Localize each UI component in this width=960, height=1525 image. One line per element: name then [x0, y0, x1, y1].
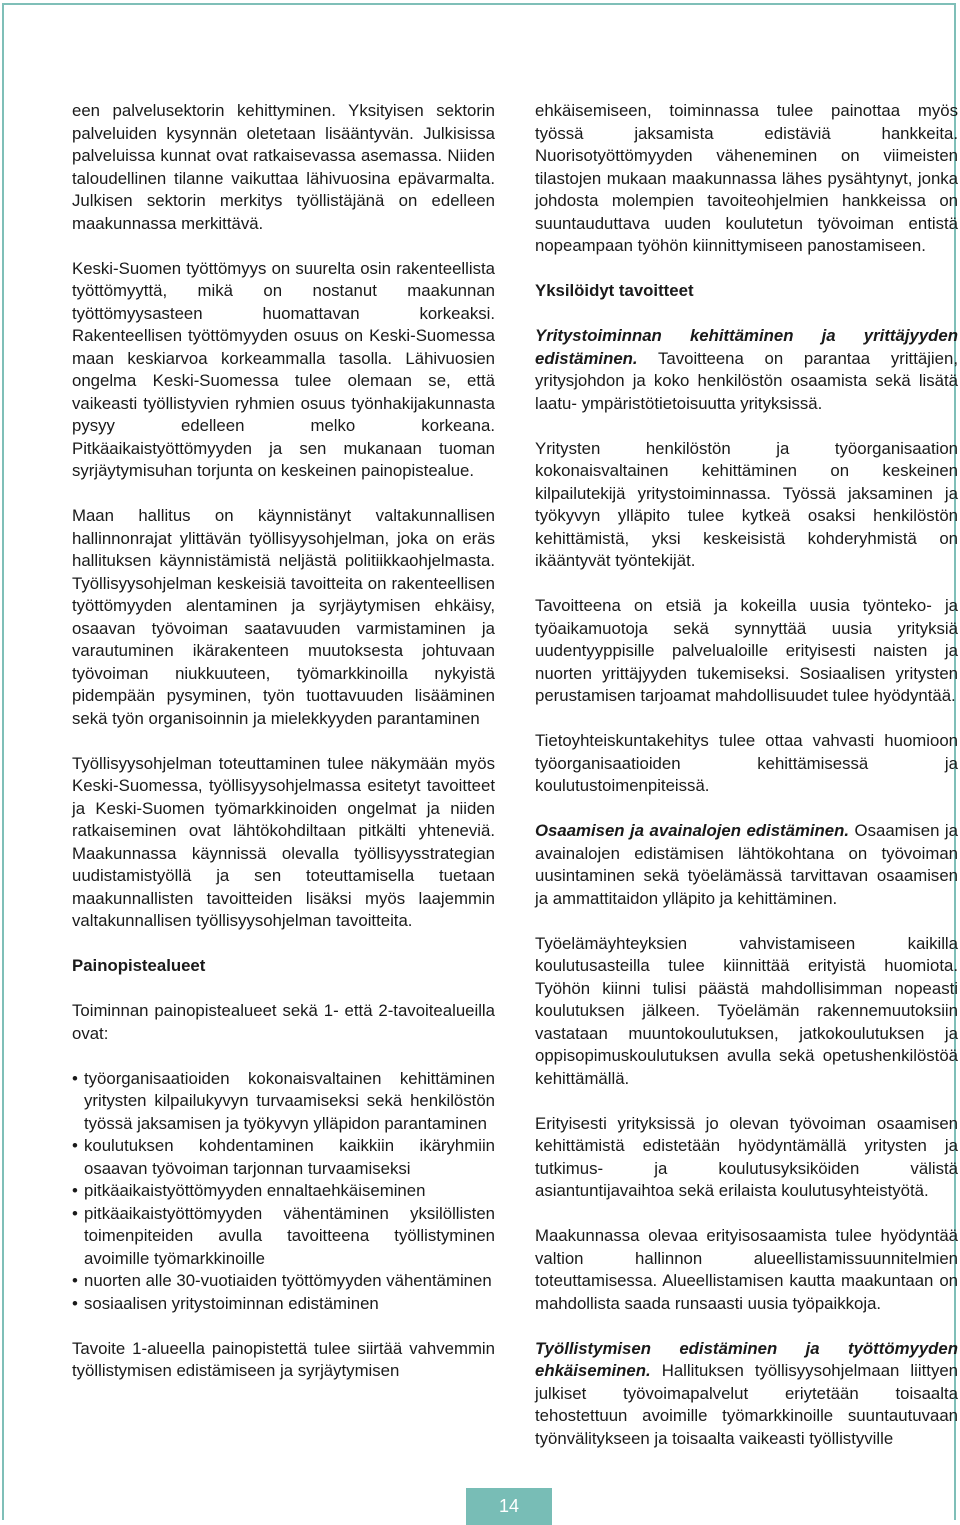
- paragraph: een palvelusektorin kehittyminen. Yksityisen sektorin palveluiden kysynnän oletetaan lisääntyvän. Julkisissa palveluissa kunnat ovat ratkaisevassa asemassa. Niiden taloudellinen tilanne vaikuttaa lähivuosina epävarmalta. Julkisen sektorin merkitys työllistäjänä on edelleen maakunnassa merkittävä.: [72, 101, 495, 233]
- page-number: 14: [466, 1488, 552, 1525]
- paragraph: Toiminnan painopistealueet sekä 1- että 2-tavoitealueilla ovat:: [72, 1001, 495, 1043]
- paragraph-text: Tavoitteena on parantaa yrittäjien, yritysjohdon ja koko henkilöstön osaamista sekä lisätä laatu- ympäristötietoisuutta yrityksissä.: [535, 348, 958, 413]
- paragraph: Työllisyysohjelman toteuttaminen tulee näkymään myös Keski-Suomessa, työllisyysohjelmassa esitetyt tavoitteet ja Keski-Suomen työmarkkinoiden ongelmat ja niiden ratkaiseminen ovat lähtökohdiltaan pitkälti yhteneviä. Maakunnassa käynnissä olevalla työllisyysstrategian uudistamistyöllä ja sen toteuttamisella tuetaan maakunnallisten tavoitteiden lisäksi myös laajemmin valtakunnallisen työllisyysohjelman tavoitteita.: [72, 753, 495, 930]
- paragraph: ehkäisemiseen, toiminnassa tulee painottaa myös työssä jaksamista edistäviä hankkeita. Nuorisotyöttömyyden väheneminen on viimeisten tilastojen mukaan maakunnassa lähes pysähtynyt, jonka johdosta molempien tavoiteohjelmien hankkeissa on suuntauduttava uuden koulutetun työvoiman entistä nopeampaan työhön kiinnittymiseen panostamiseen.: [535, 101, 958, 255]
- paragraph: Maakunnassa olevaa erityisosaamista tulee hyödyntää valtion hallinnon alueellistamissuunnitelmien toteuttamisessa. Alueellistamisen kautta maakuntaan on mahdollista saada runsaasti uusia työpaikkoja.: [535, 1226, 958, 1313]
- right-column: [535, 100, 958, 1450]
- bullet-list: [72, 1068, 495, 1316]
- list-item: • sosiaalisen yritystoiminnan edistäminen: [72, 1293, 495, 1316]
- lead-in: Työllistymisen edistäminen ja työttömyyden ehkäiseminen.: [535, 1338, 958, 1380]
- section-heading: Painopistealueet: [72, 956, 206, 975]
- paragraph: Erityisesti yrityksissä jo olevan työvoiman osaamisen kehittämistä edistetään hyödyntämällä yritysten ja tutkimus- ja koulutusyksiköiden välistä asiantuntijavaihtoa sekä erilaista koulutusyhteistyötä.: [535, 1113, 958, 1200]
- paragraph: Tavoite 1-alueella painopistettä tulee siirtää vahvemmin työllistymisen edistämiseen ja syrjäytymisen: [72, 1338, 495, 1380]
- paragraph: [535, 820, 958, 910]
- list-item: • nuorten alle 30-vuotiaiden työttömyyden vähentäminen: [72, 1270, 495, 1293]
- paragraph-text: Hallituksen työllisyysohjelmaan liittyen julkiset työvoimapalvelut eriytetään toisaalta tehostettuun avoimille työmarkkinoille suuntautuvaan työnvälitykseen ja toisaalta vaikeasti työllistyville: [535, 1361, 958, 1448]
- list-item: • pitkäaikaistyöttömyyden ennaltaehkäiseminen: [72, 1180, 495, 1203]
- left-column: [72, 100, 495, 1383]
- paragraph: [535, 1338, 958, 1451]
- paragraph: Työelämäyhteyksien vahvistamiseen kaikilla koulutusasteilla tulee kiinnittää erityistä huomiota. Työhön kiinni tulisi päästä mahdollisimman nopeasti koulutuksen jälkeen. Työelämän rakennemuutoksiin vastataan muuntokoulutuksen, jatkokoulutuksen ja oppisopimuskoulutuksen avulla sekä opetushenkilöstöä kehittämällä.: [535, 933, 958, 1088]
- lead-in: Yritystoiminnan kehittäminen ja yrittäjyyden edistäminen.: [535, 326, 958, 368]
- section-heading: Yksilöidyt tavoitteet: [535, 281, 694, 300]
- paragraph: Tavoitteena on etsiä ja kokeilla uusia työnteko- ja työaikamuotoja sekä synnyttää uusia yrityksiä uudentyyppisille palvelualoille erityisesti naisten ja nuorten yrittäjyyden tukemiseksi. Sosiaalisen yritysten perustamisen tarjoamat mahdollisuudet tulee hyödyntää.: [535, 596, 958, 705]
- paragraph: Keski-Suomen työttömyys on suurelta osin rakenteellista työttömyyttä, mikä on nostanut maakunnan työttömyysasteen huomattavan korkeaksi. Rakenteellisen työttömyyden osuus on Keski-Suomessa maan keskiarvoa korkeammalla tasolla. Lähivuosien ongelma Keski-Suomessa tulee olemaan se, että vaikeasti työllistyvien ryhmien osuus työnhakijakunnasta pysyy edelleen melko korkeana. Pitkäaikaistyöttömyyden ja sen mukanaan tuoman syrjäytymisuhan torjunta on keskeinen painopistealue.: [72, 258, 495, 480]
- paragraph: Yritysten henkilöstön ja työorganisaation kokonaisvaltainen kehittäminen on keskeinen kilpailutekijä yritystoiminnassa. Työssä jaksaminen ja työkyvyn ylläpito tulee kytkeä osaksi henkilöstön kehittämistä, yksi keskeisistä kohderyhmistä on ikääntyvät työntekijät.: [535, 438, 958, 570]
- paragraph-text: Osaamisen ja avainalojen edistämisen lähtökohtana on työvoiman uusintaminen sekä työelämässä tarvittavan osaamisen ja ammattitaidon ylläpito ja kehittäminen.: [535, 821, 958, 908]
- paragraph: Tietoyhteiskuntakehitys tulee ottaa vahvasti huomioon työorganisaatioiden kehittämisessä ja koulutustoimenpiteissä.: [535, 731, 958, 795]
- paragraph: Maan hallitus on käynnistänyt valtakunnallisen hallinnonrajat ylittävän työllisyysohjelman, joka on eräs hallituksen käynnistämistä neljästä politiikkaohjelmasta. Työllisyysohjelman keskeisiä tavoitteita on rakenteellisen työttömyyden alentaminen ja syrjäytymisen ehkäisy, osaavan työvoiman saatavuuden varmistaminen ja varautuminen ikärakenteen muutoksesta johtuvaan työvoiman niukkuuteen, työmarkkinoilla nykyistä pidempään pysyminen, työn tuottavuuden lisääminen sekä työn organisoinnin ja mielekkyyden parantaminen: [72, 506, 495, 728]
- paragraph: [535, 325, 958, 415]
- list-item: • työorganisaatioiden kokonaisvaltainen kehittäminen yritysten kilpailukyvyn turvaamiseksi sekä henkilöstön työssä jaksamisen ja työkyvyn ylläpidon parantaminen: [72, 1068, 495, 1136]
- lead-in: Osaamisen ja avainalojen edistäminen.: [535, 821, 850, 840]
- list-item: • koulutuksen kohdentaminen kaikkiin ikäryhmiin osaavan työvoiman tarjonnan turvaamiseksi: [72, 1135, 495, 1180]
- list-item: • pitkäaikaistyöttömyyden vähentäminen yksilöllisten toimenpiteiden avulla tavoitteena työllistyminen avoimille työmarkkinoille: [72, 1203, 495, 1271]
